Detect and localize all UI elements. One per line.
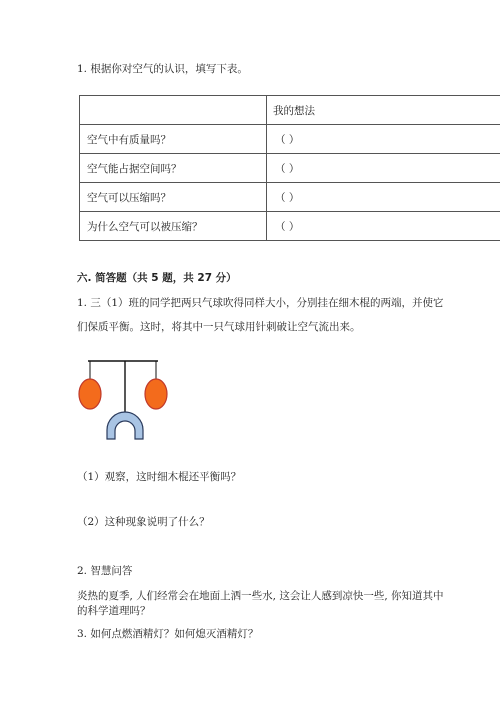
table-question-cell: 空气中有质量吗？ — [80, 125, 267, 154]
sub-question-2: （2）这种现象说明了什么？ — [77, 516, 210, 528]
table-answer-blank[interactable]: （ ） — [267, 212, 500, 241]
right-balloon — [145, 379, 167, 409]
air-knowledge-table — [79, 95, 500, 241]
table-header-my-idea: 我的想法 — [267, 96, 500, 125]
table-answer-blank[interactable]: （ ） — [267, 125, 500, 154]
arch-stand — [107, 412, 143, 439]
sub-question-1: （1）观察，这时细木棍还平衡吗？ — [77, 471, 242, 483]
problem-1-line-2: 们保质平衡。这时，将其中一只气球用针刺破让空气流出来。 — [77, 321, 361, 333]
table-row — [80, 183, 500, 212]
question-3: 3. 如何点燃酒精灯？如何熄灭酒精灯？ — [77, 628, 259, 640]
question-2-line-2: 的科学道理吗？ — [77, 605, 151, 617]
table-header-row — [80, 96, 500, 125]
table-question-cell: 空气能占据空间吗？ — [80, 154, 267, 183]
table-question-cell: 为什么空气可以被压缩？ — [80, 212, 267, 241]
problem-1-line-1: 1. 三（1）班的同学把两只气球吹得同样大小，分别挂在细木棍的两端，并使它 — [77, 297, 444, 309]
table-answer-blank[interactable]: （ ） — [267, 183, 500, 212]
table-question-cell: 空气可以压缩吗？ — [80, 183, 267, 212]
question-2-title: 2. 智慧问答 — [77, 565, 133, 577]
table-row — [80, 212, 500, 241]
section-6-title: 六. 简答题（共 5 题，共 27 分） — [77, 272, 237, 284]
table-header-empty-cell — [80, 96, 267, 125]
table-row — [80, 154, 500, 183]
left-balloon — [79, 379, 101, 409]
question-1-intro: 1. 根据你对空气的认识，填写下表。 — [77, 63, 248, 75]
table-answer-blank[interactable]: （ ） — [267, 154, 500, 183]
table-row — [80, 125, 500, 154]
balloon-balance-illustration — [70, 352, 180, 444]
question-2-line-1: 炎热的夏季, 人们经常会在地面上洒一些水, 这会让人感到凉快一些, 你知道其中 — [77, 590, 444, 602]
